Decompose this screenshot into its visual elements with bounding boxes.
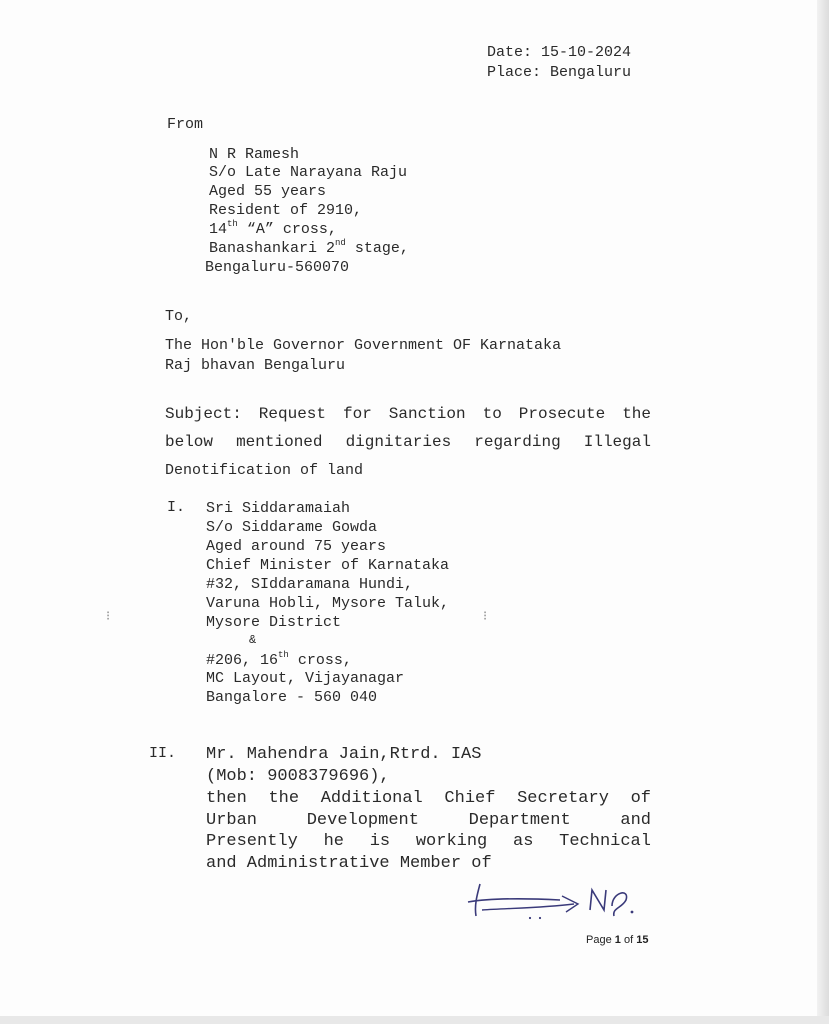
accused-1-address-1: #32, SIddaramana Hundi, <box>206 576 414 593</box>
scan-edge-bottom <box>0 1016 829 1024</box>
sender-parent: S/o Late Narayana Raju <box>209 164 408 181</box>
accused-1-age: Aged around 75 years <box>206 538 387 555</box>
place-line: Place: Bengaluru <box>487 64 632 81</box>
accused-2-line-5: Presently he is working as Technical <box>206 832 651 851</box>
accused-1-designation: Chief Minister of Karnataka <box>206 557 450 574</box>
item-2-numeral: II. <box>149 745 177 762</box>
from-label: From <box>167 116 204 133</box>
scan-mark-right: ⁝ <box>483 609 488 624</box>
subject-line-3: Denotification of land <box>165 462 364 479</box>
handwritten-signature <box>462 882 642 922</box>
accused-2-line-6: and Administrative Member of <box>206 854 492 873</box>
subject-line-2: below mentioned dignitaries regarding Illegal <box>165 433 651 451</box>
accused-2-mobile: (Mob: 9008379696), <box>206 767 390 786</box>
item-1-numeral: I. <box>167 499 186 516</box>
accused-1-address-2: Varuna Hobli, Mysore Taluk, <box>206 595 450 612</box>
accused-1-parent: S/o Siddarame Gowda <box>206 519 378 536</box>
sender-age: Aged 55 years <box>209 183 327 200</box>
sender-resident: Resident of 2910, <box>209 202 363 219</box>
to-label: To, <box>165 308 193 325</box>
subject-line-1: Subject: Request for Sanction to Prosecute the <box>165 405 651 423</box>
accused-1-address-6: Bangalore - 560 040 <box>206 689 378 706</box>
accused-1-address-3: Mysore District <box>206 614 342 631</box>
scan-mark-left: ⁝ <box>106 609 111 624</box>
recipient-line-2: Raj bhavan Bengaluru <box>165 357 346 374</box>
scan-edge-right <box>817 0 829 1024</box>
recipient-line-1: The Hon'ble Governor Government OF Karnataka <box>165 337 562 354</box>
accused-2-line-4: Urban Development Department and <box>206 811 651 830</box>
accused-1-address-5: MC Layout, Vijayanagar <box>206 670 405 687</box>
accused-1-address-4: #206, 16th cross, <box>206 650 352 669</box>
page-number: Page 1 of 15 <box>586 934 649 946</box>
ampersand: & <box>249 633 257 647</box>
accused-2-name: Mr. Mahendra Jain,Rtrd. IAS <box>206 745 482 764</box>
sender-name: N R Ramesh <box>209 146 300 163</box>
date-line: Date: 15-10-2024 <box>487 44 632 61</box>
sender-stage: Banashankari 2nd stage, <box>209 238 409 257</box>
accused-1-name: Sri Siddaramaiah <box>206 500 351 517</box>
accused-2-line-3: then the Additional Chief Secretary of <box>206 789 651 808</box>
sender-city: Bengaluru-560070 <box>205 259 350 276</box>
sender-cross: 14th “A” cross, <box>209 219 337 238</box>
